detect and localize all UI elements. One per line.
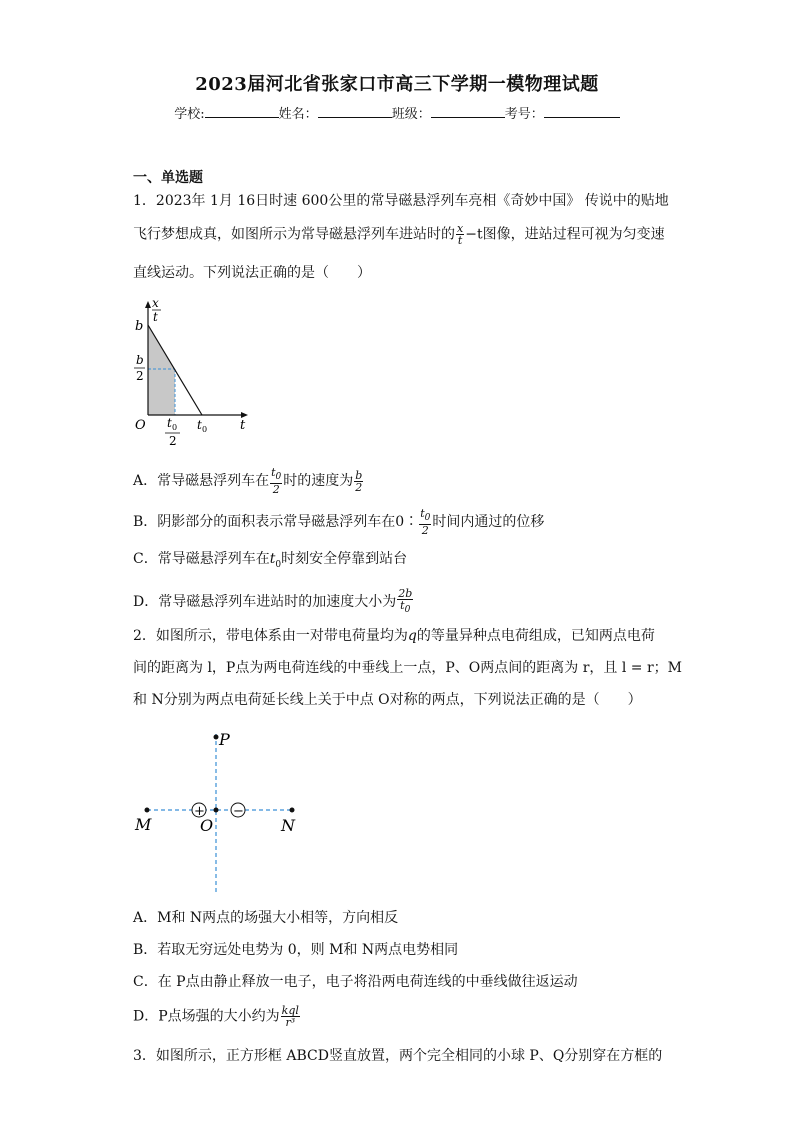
svg-text:2: 2 bbox=[169, 434, 177, 448]
point-o bbox=[214, 808, 219, 813]
q1-option-a[interactable]: A．常导磁悬浮列车在 $\frac{t_0}{2}$ 时的速度为 $\frac{b}{2}$ bbox=[133, 466, 363, 497]
q2-figure bbox=[130, 726, 310, 894]
number-blank[interactable] bbox=[544, 105, 620, 118]
q1-option-d[interactable]: D．常导磁悬浮列车进站时的加速度大小为 $\frac{2b}{t_0}$ bbox=[133, 587, 413, 616]
student-info-row bbox=[0, 103, 794, 122]
svg-text:O: O bbox=[200, 816, 214, 835]
svg-text:0: 0 bbox=[172, 423, 178, 432]
q2-option-c[interactable]: C．在 P点由静止释放一电子，电子将沿两电荷连线的中垂线做往返运动 bbox=[133, 974, 578, 990]
svg-text:+: + bbox=[194, 804, 205, 819]
q2-option-d[interactable]: D．P点场强的大小约为 $\frac{\text{kql}}{\text{r³}}$ bbox=[133, 1004, 299, 1029]
q1-line3: 直线运动。下列说法正确的是（ ） bbox=[133, 265, 371, 281]
name-blank[interactable] bbox=[318, 105, 392, 118]
svg-text:t: t bbox=[240, 418, 246, 433]
name-label: 姓名： bbox=[278, 107, 318, 122]
q2-line1: 2．如图所示，带电体系由一对带电荷量均为q的等量异种点电荷组成，已知两点电荷 bbox=[133, 628, 655, 644]
q3-line1: 3．如图所示，正方形框 ABCD竖直放置，两个完全相同的小球 P、Q分别穿在方框的 bbox=[133, 1048, 663, 1064]
q1-line2: 飞行梦想成真，如图所示为常导磁悬浮列车进站时的 $\frac{x}{t}$ −t图像，进站过程可视为匀变速 bbox=[133, 222, 665, 247]
point-n bbox=[290, 808, 295, 813]
q2-option-b[interactable]: B．若取无穷远处电势为 0，则 M和 N两点电势相同 bbox=[133, 942, 459, 958]
label-b: b bbox=[135, 319, 144, 334]
q1-frac-x-over-t: $\frac{x}{t}$ bbox=[457, 222, 464, 247]
svg-text:2: 2 bbox=[136, 369, 144, 383]
svg-text:x: x bbox=[152, 296, 159, 310]
q1-line1: 1．2023年 1月 16日时速 600公里的常导磁悬浮列车亮相《奇妙中国》 传说中的贴地 bbox=[133, 193, 669, 209]
q2-line3: 和 N分别为两点电荷延长线上关于中点 O对称的两点，下列说法正确的是（ ） bbox=[133, 692, 642, 708]
origin-label: O bbox=[135, 418, 146, 433]
svg-text:0: 0 bbox=[202, 425, 208, 434]
school-blank[interactable] bbox=[205, 105, 279, 118]
svg-text:t: t bbox=[167, 416, 172, 430]
svg-text:M: M bbox=[135, 815, 152, 834]
shaded-area bbox=[148, 325, 175, 415]
class-blank[interactable] bbox=[431, 105, 505, 118]
svg-text:−: − bbox=[233, 804, 244, 819]
class-label: 班级： bbox=[391, 107, 431, 122]
q1-option-c[interactable]: C．常导磁悬浮列车在$t_0$时刻安全停靠到站台 bbox=[133, 551, 408, 570]
point-m bbox=[145, 808, 150, 813]
q2-option-a[interactable]: A．M和 N两点的场强大小相等，方向相反 bbox=[133, 910, 399, 926]
svg-text:N: N bbox=[281, 816, 295, 835]
school-label: 学校: bbox=[174, 107, 205, 122]
point-p bbox=[214, 735, 219, 740]
svg-text:P: P bbox=[219, 730, 230, 749]
page-title: 2023届河北省张家口市高三下学期一模物理试题 bbox=[195, 74, 599, 95]
number-label: 考号： bbox=[504, 107, 544, 122]
svg-text:t: t bbox=[153, 310, 158, 324]
svg-text:t: t bbox=[197, 418, 202, 432]
q1-graph bbox=[130, 294, 256, 450]
q1-option-b[interactable]: B．阴影部分的面积表示常导磁悬浮列车在0∶ $\frac{t_0}{2}$ 时间内通过的位移 bbox=[133, 507, 545, 538]
section-title: 一、单选题 bbox=[133, 170, 203, 186]
svg-text:b: b bbox=[136, 353, 144, 367]
q2-line2: 间的距离为 l，P点为两电荷连线的中垂线上一点，P、O两点间的距离为 r，且 l = r；M bbox=[133, 660, 682, 676]
